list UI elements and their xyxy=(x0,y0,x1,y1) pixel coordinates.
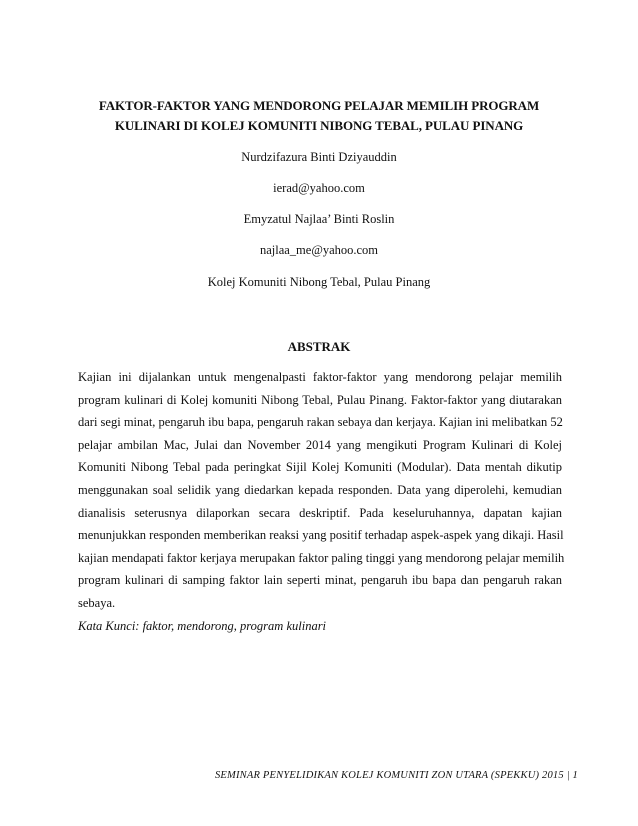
abstract-body xyxy=(78,366,565,615)
title-line-1: FAKTOR-FAKTOR YANG MENDORONG PELAJAR MEMILIH PROGRAM xyxy=(98,98,540,113)
abstract-line: menunjukkan responden memberikan reaksi yang positif terhadap aspek-aspek yang dikaji. Hasil xyxy=(78,528,564,543)
abstract-line: dianalisis seterusnya dilaporkan secara deskriptif. Pada keseluruhannya, dapatan kajian xyxy=(78,505,562,520)
abstract-line: kajian mendapati faktor kerjaya merupakan faktor paling tinggi yang mendorong pelajar memilih xyxy=(78,550,565,565)
abstract-line: program kulinari di samping faktor lain seperti minat, pengaruh ibu bapa dan pengaruh rakan xyxy=(78,573,562,588)
paper-title xyxy=(60,96,578,136)
abstract-line: Kajian ini dijalankan untuk mengenalpasti faktor-faktor yang mendorong pelajar memilih xyxy=(78,370,562,384)
abstract-line: pelajar ambilan Mac, Julai dan November 2014 yang mengikuti Program Kulinari di Kolej xyxy=(78,437,562,452)
affiliation: Kolej Komuniti Nibong Tebal, Pulau Pinang xyxy=(207,275,431,289)
abstract-line: menggunakan soal selidik yang diedarkan kepada responden. Data yang diperolehi, kemudian xyxy=(78,482,562,497)
keywords: Kata Kunci: faktor, mendorong, program kulinari xyxy=(78,619,327,633)
author-1-email: ierad@yahoo.com xyxy=(273,181,365,195)
abstract-line: Komuniti Nibong Tebal pada peringkat Sijil Kolej Komuniti (Modular). Data mentah dikutip xyxy=(78,460,562,475)
abstract-line: sebaya. xyxy=(78,595,116,610)
abstract-line: dari segi minat, pengaruh ibu bapa, pengaruh rakan sebaya dan kerjaya. Kajian ini melibatkan 52 xyxy=(78,415,563,430)
author-1-name: Nurdzifazura Binti Dziyauddin xyxy=(241,150,397,164)
abstract-line: program kulinari di Kolej komuniti Nibong Tebal, Pulau Pinang. Faktor-faktor yang diutarakan xyxy=(78,392,562,407)
abstract-heading: ABSTRAK xyxy=(287,339,351,354)
author-2-email: najlaa_me@yahoo.com xyxy=(259,243,379,257)
author-2-name: Emyzatul Najlaa’ Binti Roslin xyxy=(243,212,395,226)
title-line-2: KULINARI DI KOLEJ KOMUNITI NIBONG TEBAL, PULAU PINANG xyxy=(114,118,524,133)
page-footer: SEMINAR PENYELIDIKAN KOLEJ KOMUNITI ZON UTARA (SPEKKU) 2015 | 1 xyxy=(214,770,578,781)
